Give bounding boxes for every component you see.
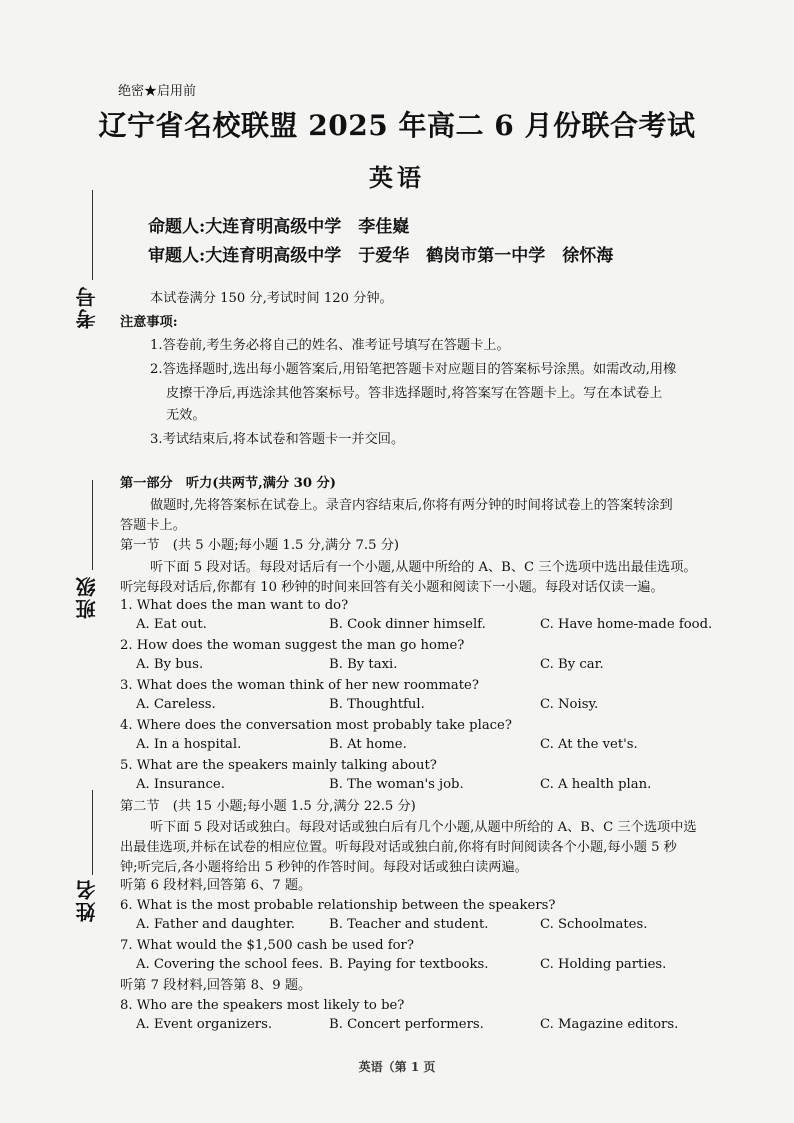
exam-no-line xyxy=(92,190,93,280)
question-4: 4. Where does the conversation most probably take place? xyxy=(120,718,512,733)
question-6: 6. What is the most probable relationship between the speakers? xyxy=(120,898,556,913)
note-2-end: 无效。 xyxy=(166,408,206,423)
class-line xyxy=(92,480,93,570)
q6-option-c: C. Schoolmates. xyxy=(540,917,648,932)
note-3: 3.考试结束后,将本试卷和答题卡一并交回。 xyxy=(150,432,405,447)
notes-title: 注意事项: xyxy=(120,315,178,330)
name-line xyxy=(92,790,93,875)
q3-option-b: B. Thoughtful. xyxy=(329,697,425,712)
section1-instruction: 听下面 5 段对话。每段对话后有一个小题,从题中所给的 A、B、C 三个选项中选出最佳选项。 xyxy=(150,560,697,575)
q8-option-b: B. Concert performers. xyxy=(329,1017,484,1032)
q5-option-a: A. Insurance. xyxy=(136,777,225,792)
q6-option-b: B. Teacher and student. xyxy=(329,917,489,932)
question-3: 3. What does the woman think of her new roommate? xyxy=(120,678,479,693)
note-2-cont: 皮擦干净后,再选涂其他答案标号。答非选择题时,将答案写在答题卡上。写在本试卷上 xyxy=(166,386,663,401)
material-6-label: 听第 6 段材料,回答第 6、7 题。 xyxy=(120,878,312,893)
question-7: 7. What would the $1,500 cash be used for? xyxy=(120,938,414,953)
class-label: 班级 xyxy=(75,575,99,619)
q6-option-a: A. Father and daughter. xyxy=(136,917,295,932)
q4-option-b: B. At home. xyxy=(329,737,407,752)
section2-instruction-end: 钟;听完后,各小题将给出 5 秒钟的作答时间。每段对话或独白读两遍。 xyxy=(120,860,528,875)
q5-option-c: C. A health plan. xyxy=(540,777,652,792)
part1-instruction-cont: 答题卡上。 xyxy=(120,518,186,533)
part1-instruction: 做题时,先将答案标在试卷上。录音内容结束后,你将有两分钟的时间将试卷上的答案转涂到 xyxy=(150,498,673,513)
q7-option-b: B. Paying for textbooks. xyxy=(329,957,489,972)
exam-no-label: 考号 xyxy=(75,285,99,329)
section2-instruction: 听下面 5 段对话或独白。每段对话或独白后有几个小题,从题中所给的 A、B、C 三个选项中选 xyxy=(150,820,697,835)
q2-option-b: B. By taxi. xyxy=(329,657,398,672)
q2-option-a: A. By bus. xyxy=(136,657,204,672)
page-footer: 英语（第 1 页 xyxy=(358,1060,436,1074)
section2-heading: 第二节 (共 15 小题;每小题 1.5 分,满分 22.5 分) xyxy=(120,799,416,814)
question-5: 5. What are the speakers mainly talking about? xyxy=(120,758,437,773)
q8-option-a: A. Event organizers. xyxy=(136,1017,273,1032)
question-8: 8. Who are the speakers most likely to be? xyxy=(120,998,405,1013)
question-1: 1. What does the man want to do? xyxy=(120,598,349,613)
q1-option-c: C. Have home-made food. xyxy=(540,617,713,632)
material-7-label: 听第 7 段材料,回答第 8、9 题。 xyxy=(120,978,312,993)
name-label: 姓名 xyxy=(75,878,99,922)
q2-option-c: C. By car. xyxy=(540,657,604,672)
section1-instruction-cont: 听完每段对话后,你都有 10 秒钟的时间来回答有关小题和阅读下一小题。每段对话仅读一遍。 xyxy=(120,580,664,595)
part1-heading: 第一部分 听力(共两节,满分 30 分) xyxy=(120,476,337,491)
q3-option-a: A. Careless. xyxy=(136,697,216,712)
score-info: 本试卷满分 150 分,考试时间 120 分钟。 xyxy=(150,291,393,306)
q5-option-b: B. The woman's job. xyxy=(329,777,464,792)
author-line: 命题人:大连育明高级中学 李佳嶷 xyxy=(148,217,410,237)
q1-option-b: B. Cook dinner himself. xyxy=(329,617,486,632)
note-2: 2.答选择题时,选出每小题答案后,用铅笔把答题卡对应题目的答案标号涂黑。如需改动,用橡 xyxy=(150,362,677,377)
confidential-label: 绝密★启用前 xyxy=(118,84,197,99)
exam-title: 辽宁省名校联盟 2025 年高二 6 月份联合考试 xyxy=(98,109,696,142)
q3-option-c: C. Noisy. xyxy=(540,697,599,712)
subject-title: 英语 xyxy=(369,163,425,192)
q7-option-c: C. Holding parties. xyxy=(540,957,667,972)
question-2: 2. How does the woman suggest the man go home? xyxy=(120,638,465,653)
q7-option-a: A. Covering the school fees. xyxy=(136,957,324,972)
reviewer-line: 审题人:大连育明高级中学 于爱华 鹤岗市第一中学 徐怀海 xyxy=(148,246,614,266)
section2-instruction-cont: 出最佳选项,并标在试卷的相应位置。听每段对话或独白前,你将有时间阅读各个小题,每小题 5 秒 xyxy=(120,840,677,855)
q4-option-c: C. At the vet's. xyxy=(540,737,638,752)
note-1: 1.答卷前,考生务必将自己的姓名、准考证号填写在答题卡上。 xyxy=(150,338,510,353)
q4-option-a: A. In a hospital. xyxy=(136,737,242,752)
q8-option-c: C. Magazine editors. xyxy=(540,1017,679,1032)
section1-heading: 第一节 (共 5 小题;每小题 1.5 分,满分 7.5 分) xyxy=(120,538,400,553)
q1-option-a: A. Eat out. xyxy=(136,617,207,632)
